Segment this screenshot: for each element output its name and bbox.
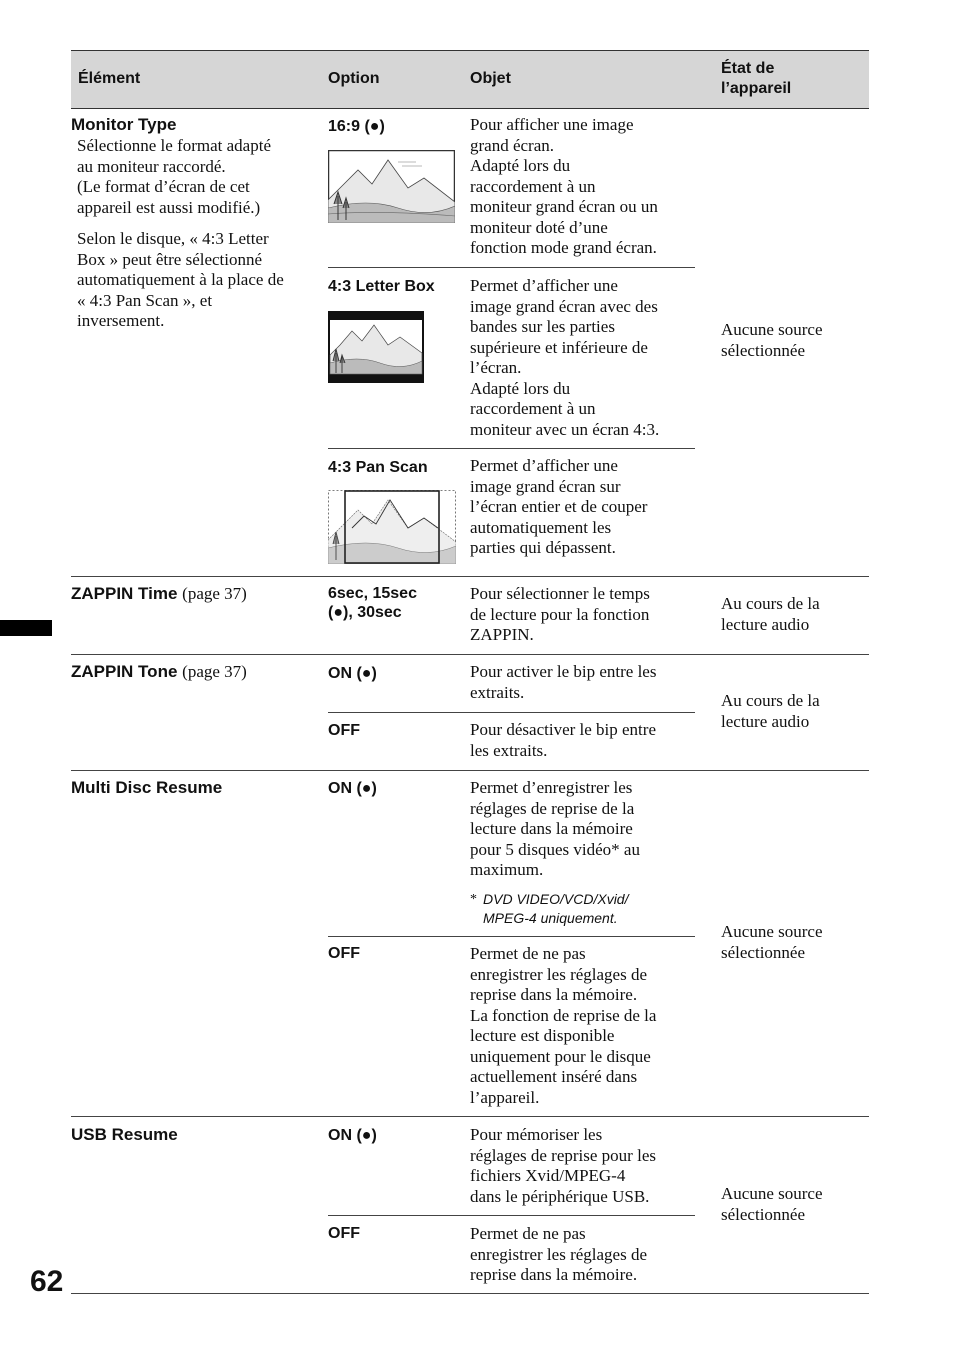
- zappin-time-label: ZAPPIN Time: [71, 584, 178, 603]
- row-divider: [71, 1116, 869, 1117]
- row-divider: [71, 576, 869, 577]
- option-letterbox-text: Permet d’afficher une image grand écran avec des bandes sur les parties supérieure et inférieure de l’écran. Adapté lors du raccordement à un moniteur avec un écran 4:3.: [470, 276, 660, 439]
- multi-disc-off: OFF: [328, 945, 360, 962]
- divider: [328, 1215, 695, 1216]
- usb-resume-on: ON (●): [328, 1127, 377, 1144]
- zappin-tone-off: OFF: [328, 722, 360, 739]
- divider: [328, 267, 695, 268]
- page-number: 62: [30, 1265, 64, 1298]
- footer-rule: [71, 1293, 869, 1294]
- multi-disc-off-text: Permet de ne pas enregistrer les réglages de reprise dans la mémoire. La fonction de reprise de la lecture est disponible uniquement pour le disque actuellement inséré dans l’appareil.: [470, 944, 657, 1107]
- footnote-mark: *: [470, 892, 477, 907]
- zappin-time-option: 6sec, 15sec (●), 30sec: [328, 585, 417, 621]
- multi-disc-state: Aucune source sélectionnée: [721, 922, 823, 962]
- option-16-9-text: Pour afficher une image grand écran. Adapté lors du raccordement à un moniteur grand écran ou un moniteur doté d’une fonction mode grand écran.: [470, 115, 658, 257]
- multi-disc-name: Multi Disc Resume: [71, 778, 223, 797]
- zappin-tone-state: Au cours de la lecture audio: [721, 691, 820, 731]
- multi-disc-on: ON (●): [328, 780, 377, 797]
- usb-resume-on-text: Pour mémoriser les réglages de reprise pour les fichiers Xvid/MPEG-4 dans le périphérique USB.: [470, 1125, 656, 1206]
- divider: [328, 712, 695, 713]
- zappin-tone-label: ZAPPIN Tone: [71, 662, 178, 681]
- multi-disc-on-text: Permet d’enregistrer les réglages de reprise de la lecture dans la mémoire pour 5 disques vidéo* au maximum.: [470, 778, 640, 879]
- header-option: Option: [328, 70, 380, 87]
- option-panscan: 4:3 Pan Scan: [328, 459, 428, 476]
- usb-resume-state: Aucune source sélectionnée: [721, 1184, 823, 1224]
- zappin-tone-on: ON (●): [328, 665, 377, 682]
- monitor-type-state: Aucune source sélectionnée: [721, 320, 823, 360]
- footnote-text: DVD VIDEO/VCD/Xvid/ MPEG-4 uniquement.: [483, 891, 629, 926]
- table-header: [71, 50, 869, 109]
- letterbox-landscape-illustration: [328, 311, 424, 383]
- row-divider: [71, 770, 869, 771]
- usb-resume-off-text: Permet de ne pas enregistrer les réglages de reprise dans la mémoire.: [470, 1224, 647, 1284]
- header-objet: Objet: [470, 70, 511, 87]
- row-divider: [71, 654, 869, 655]
- zappin-time-state: Au cours de la lecture audio: [721, 594, 820, 634]
- section-tab-marker: [0, 620, 52, 636]
- zappin-time-name: [71, 584, 247, 604]
- option-16-9: 16:9 (●): [328, 118, 385, 135]
- panscan-landscape-illustration: [328, 490, 456, 564]
- header-etat: État de l’appareil: [721, 60, 792, 97]
- zappin-tone-page-ref: (page 37): [182, 662, 247, 681]
- option-panscan-text: Permet d’afficher une image grand écran sur l’écran entier et de couper automatiquement les parties qui dépassent.: [470, 456, 648, 557]
- zappin-tone-name: [71, 662, 247, 682]
- option-letterbox: 4:3 Letter Box: [328, 278, 435, 295]
- usb-resume-off: OFF: [328, 1225, 360, 1242]
- zappin-time-page-ref: (page 37): [182, 584, 247, 603]
- divider: [328, 448, 695, 449]
- usb-resume-name: USB Resume: [71, 1125, 178, 1144]
- divider: [328, 936, 695, 937]
- zappin-tone-off-text: Pour désactiver le bip entre les extraits.: [470, 720, 656, 760]
- monitor-type-desc: Sélectionne le format adapté au moniteur raccordé. (Le format d’écran de cet appareil est aussi modifié.): [77, 136, 271, 217]
- header-element: Élément: [78, 70, 141, 87]
- zappin-time-text: Pour sélectionner le temps de lecture pour la fonction ZAPPIN.: [470, 584, 650, 644]
- widescreen-landscape-illustration: [328, 150, 455, 223]
- monitor-type-name: Monitor Type: [71, 115, 177, 134]
- monitor-type-note: Selon le disque, « 4:3 Letter Box » peut être sélectionné automatiquement à la place de « 4:3 Pan Scan », et inversement.: [77, 229, 284, 330]
- zappin-tone-on-text: Pour activer le bip entre les extraits.: [470, 662, 657, 702]
